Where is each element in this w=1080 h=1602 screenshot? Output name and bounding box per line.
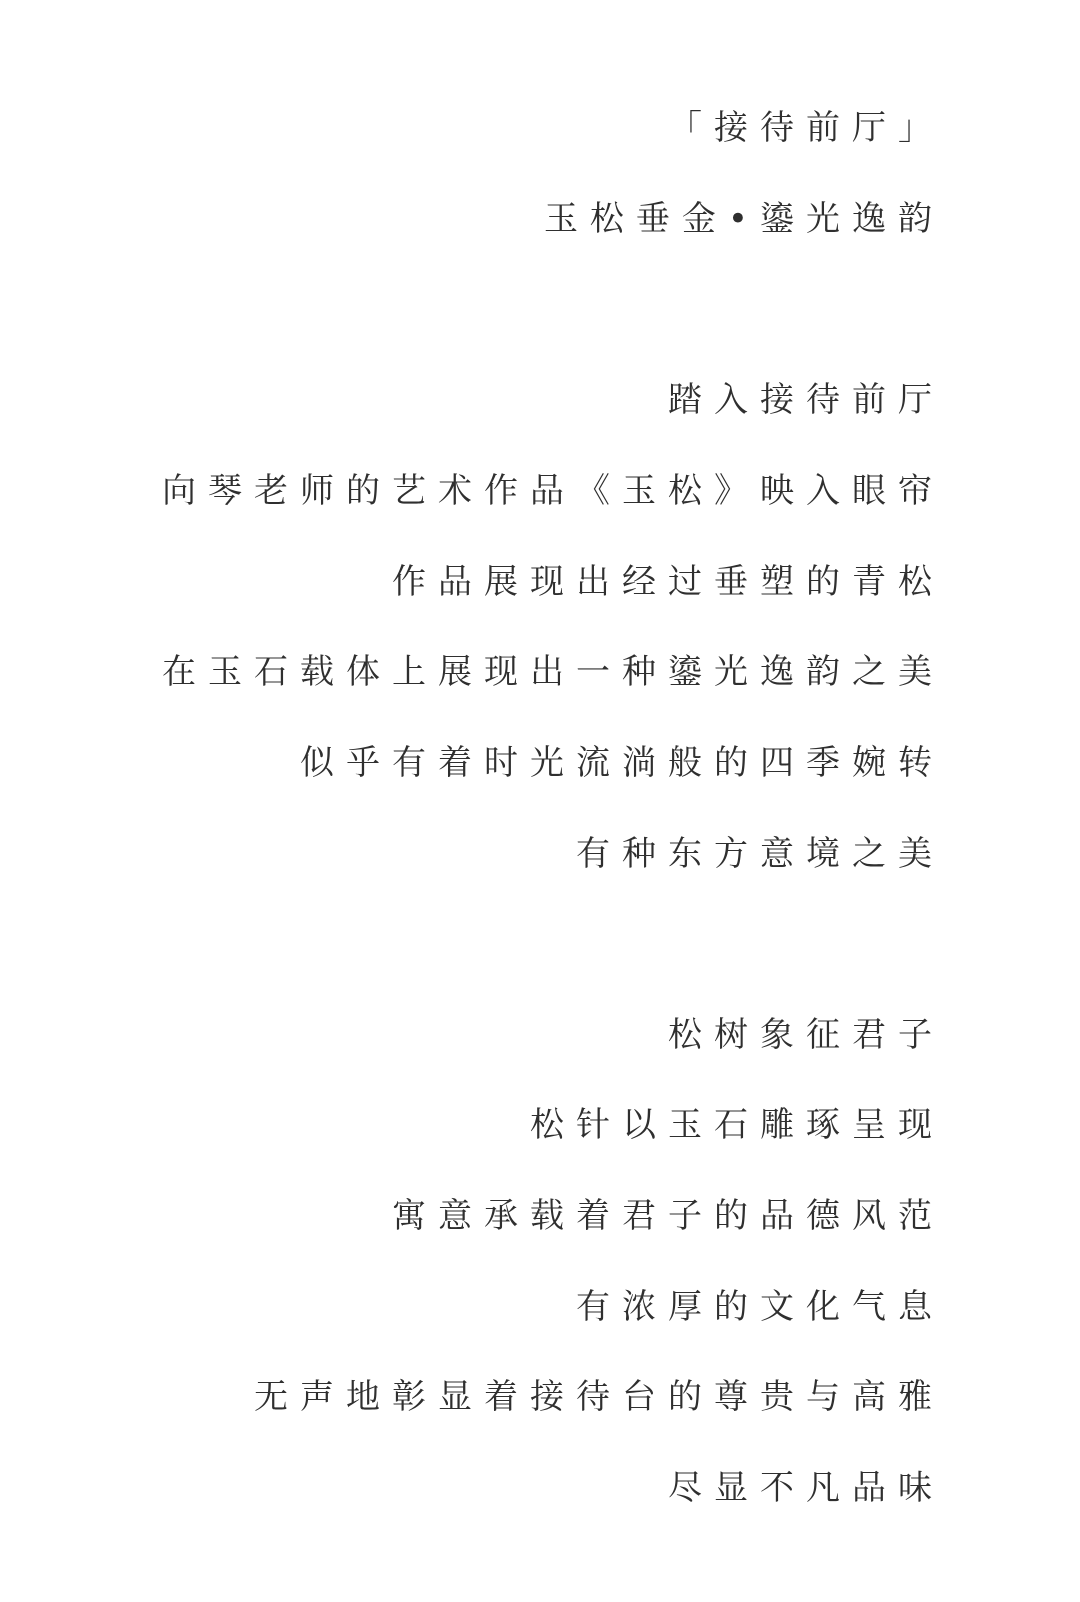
- paragraph-line: 在玉石载体上展现出一种鎏光逸韵之美: [162, 652, 944, 692]
- paragraph-line: 踏入接待前厅: [668, 380, 944, 420]
- paragraph-line: 松针以玉石雕琢呈现: [530, 1105, 944, 1145]
- paragraph-line: 松树象征君子: [668, 1015, 944, 1055]
- paragraph-line: 尽显不凡品味: [668, 1468, 944, 1508]
- section-subtitle: 玉松垂金•鎏光逸韵: [543, 199, 944, 239]
- paragraph-line: 似乎有着时光流淌般的四季婉转: [300, 743, 944, 783]
- paragraph-line: 无声地彰显着接待台的尊贵与高雅: [254, 1377, 944, 1417]
- paragraph-line: 作品展现出经过垂塑的青松: [392, 562, 944, 602]
- paragraph-line: 有种东方意境之美: [576, 834, 944, 874]
- paragraph-line: 向琴老师的艺术作品《玉松》映入眼帘: [162, 471, 944, 511]
- section-heading: 「接待前厅」: [668, 108, 944, 148]
- paragraph-line: 有浓厚的文化气息: [576, 1287, 944, 1327]
- paragraph-line: 寓意承载着君子的品德风范: [392, 1196, 944, 1236]
